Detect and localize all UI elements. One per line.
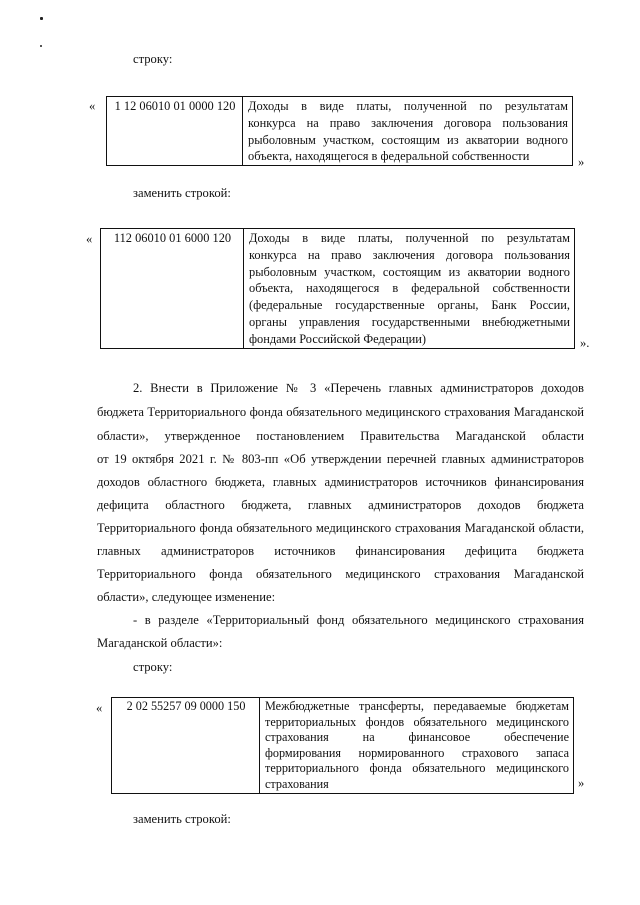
description-cell (260, 698, 574, 794)
quote-close-2: ». (580, 336, 590, 350)
paragraph-line: области», следующее изменение: (97, 590, 276, 604)
table-old-row-1 (106, 96, 573, 166)
label-replace-1: заменить строкой: (133, 186, 231, 200)
description-line: конкурса на право заключения договора пользования (249, 247, 570, 262)
quote-close-1: » (578, 155, 585, 169)
description-line: органы управления государственными внебюджетными (249, 314, 570, 329)
paragraph-line: дефицита областного бюджета, главных администраторов доходов бюджета (97, 498, 584, 512)
description-line: территориальных фондов обязательного медицинского (265, 714, 569, 729)
description-cell (243, 97, 573, 166)
description-line: фондами Российской Федерации) (249, 331, 427, 346)
description-line: рыболовным участком, состоящим из акватории водного (249, 264, 570, 279)
paragraph-line: Магаданской области»: (97, 636, 223, 650)
table-old-row-2 (111, 697, 574, 794)
description-line: Доходы в виде платы, полученной по результатам (248, 99, 568, 113)
paragraph-line: бюджета Территориального фонда обязательного медицинского страхования Магаданской (97, 405, 584, 419)
description-line: страхования (265, 776, 329, 791)
description-line: рыболовным участком, состоящим из акватории водного (248, 132, 568, 147)
scan-speck (40, 17, 43, 20)
budget-code-cell: 1 12 06010 01 0000 120 (107, 97, 243, 166)
description-line: конкурса на право заключения договора пользования (248, 115, 568, 130)
paragraph-line: от 19 октября 2021 г. № 803-пп «Об утверждении перечней главных администраторов (97, 452, 584, 466)
description-cell (244, 229, 575, 349)
paragraph-line: Территориального фонда обязательного медицинского страхования Магаданской области, (97, 521, 584, 535)
paragraph-line: главных администраторов источников финансирования дефицита бюджета (97, 544, 584, 558)
description-line: Межбюджетные трансферты, передаваемые бюджетам (265, 699, 569, 713)
budget-code-cell: 2 02 55257 09 0000 150 (112, 698, 260, 794)
scan-speck (40, 45, 42, 47)
label-replace-2: заменить строкой: (133, 812, 231, 826)
budget-code-cell: 112 06010 01 6000 120 (101, 229, 244, 349)
table-new-row-1 (100, 228, 575, 349)
paragraph-line: 2. Внести в Приложение № 3 «Перечень главных администраторов доходов (133, 381, 584, 395)
description-line: формирования нормированного страхового запаса (265, 745, 569, 760)
quote-open-2: « (86, 232, 93, 246)
quote-open-1: « (89, 99, 96, 113)
description-line: Доходы в виде платы, полученной по результатам (249, 231, 570, 245)
description-line: объекта, находящегося в федеральной собственности (249, 281, 570, 296)
quote-open-3: « (96, 701, 103, 715)
description-line: территориального фонда обязательного медицинского (265, 761, 569, 776)
label-string-1: строку: (133, 52, 173, 66)
description-line: объекта, находящегося в федеральной собственности (248, 149, 530, 164)
quote-close-3: » (578, 776, 585, 790)
paragraph-line: Территориального фонда обязательного медицинского страхования Магаданской (97, 567, 584, 581)
paragraph-line: - в разделе «Территориальный фонд обязательного медицинского страхования (133, 613, 584, 627)
description-line: (федеральные государственные органы, Банк России, (249, 298, 570, 313)
paragraph-line: доходов областного бюджета, главных администраторов источников финансирования (97, 475, 584, 489)
description-line: страхования на финансовое обеспечение (265, 730, 569, 745)
paragraph-line: области», утвержденное постановлением Правительства Магаданской области (97, 429, 584, 443)
label-string-2: строку: (133, 660, 173, 674)
